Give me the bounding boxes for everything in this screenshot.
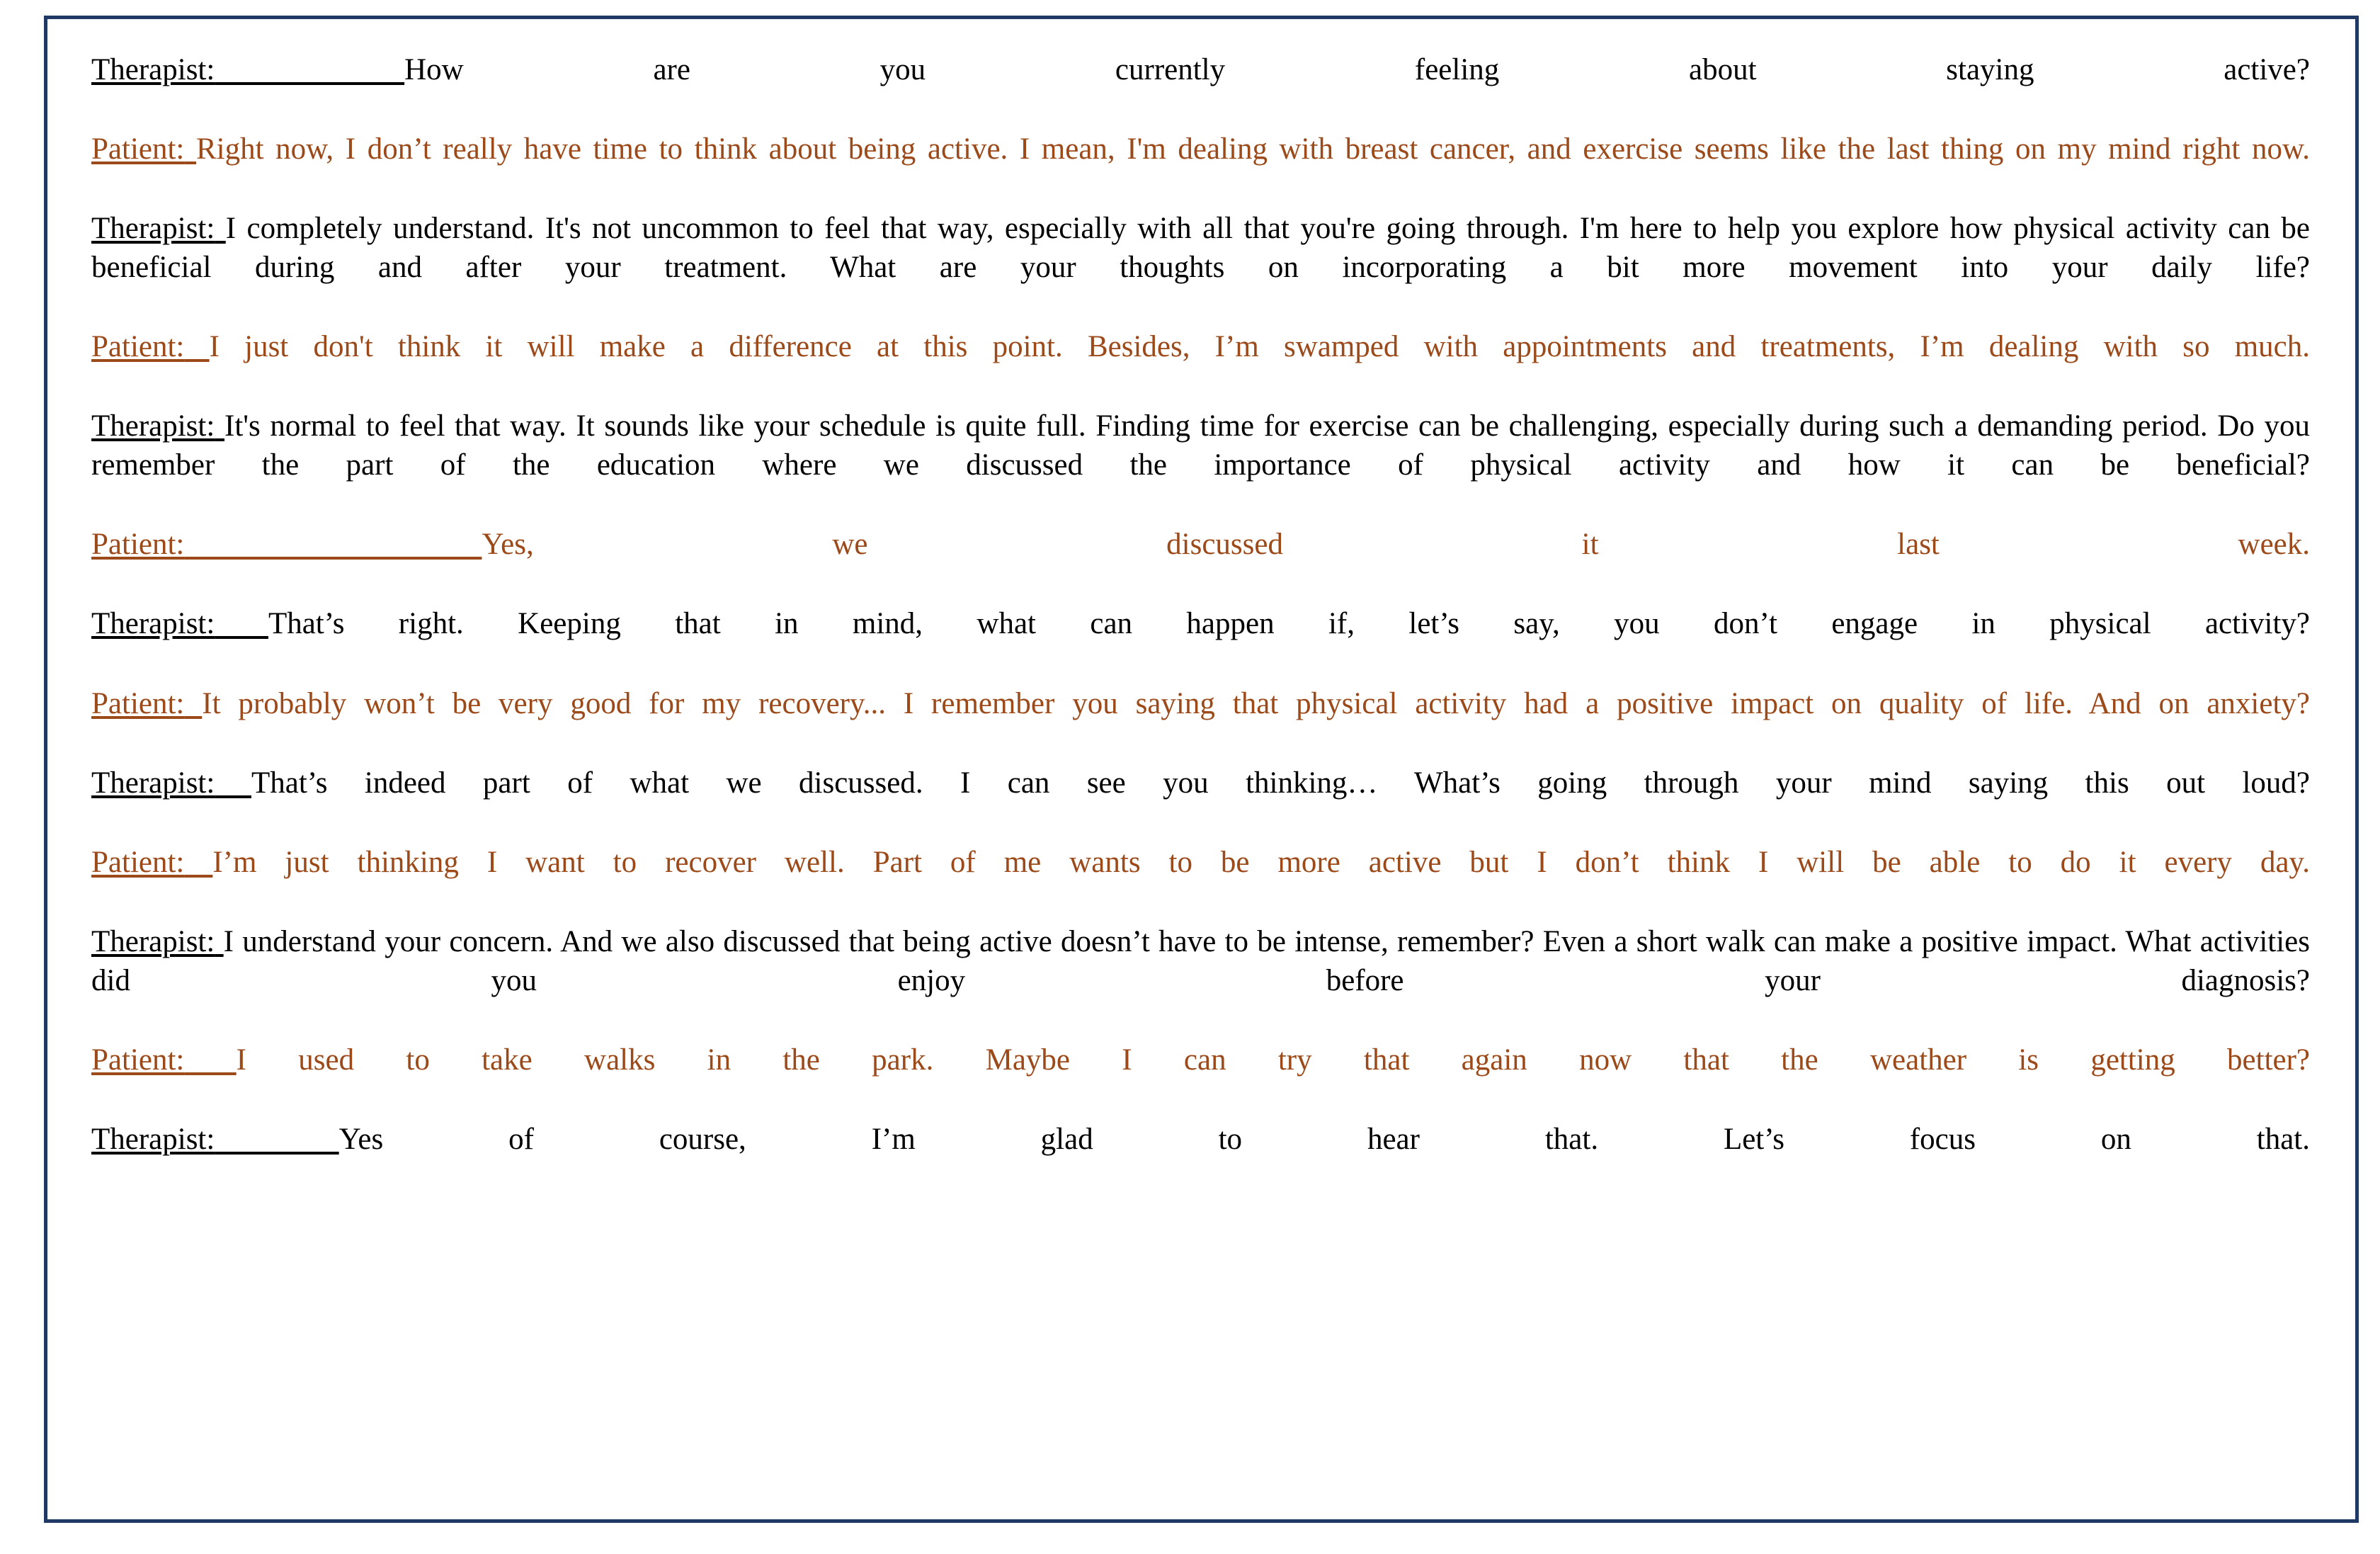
speaker-label: Therapist: (91, 212, 215, 246)
speaker-label: Patient: (91, 686, 185, 720)
dialogue-turn-patient (91, 1040, 2310, 1118)
utterance-text: I just don't think it will make a difference at this point. Besides, I’m swamped with appointments and treatments, I’m dealing with so much. (209, 330, 2310, 364)
dialogue-turn-patient (91, 843, 2310, 921)
speaker-label: Therapist: (91, 53, 215, 86)
dialogue-turn-therapist (91, 209, 2310, 326)
speaker-label: Therapist: (91, 924, 215, 958)
utterance-text: It probably won’t be very good for my recovery... I remember you saying that physical activity had a positive impact on quality of life. And on anxiety? (202, 686, 2310, 720)
utterance-text: That’s right. Keeping that in mind, what can happen if, let’s say, you don’t engage in physical activity? (268, 607, 2311, 641)
dialogue-turn-patient (91, 525, 2310, 603)
utterance-text: How are you currently feeling about staying active? (404, 53, 2310, 86)
dialogue-turn-therapist (91, 1120, 2310, 1198)
dialogue-turn-list (91, 50, 2310, 1198)
utterance-text: Yes of course, I’m glad to hear that. Let’s focus on that. (338, 1122, 2310, 1156)
dialogue-turn-therapist (91, 407, 2310, 523)
dialogue-turn-therapist (91, 764, 2310, 841)
utterance-text: Right now, I don’t really have time to think about being active. I mean, I'm dealing with breast cancer, and exercise seems like the last thing on my mind right now. (195, 132, 2310, 166)
speaker-label: Patient: (91, 528, 185, 562)
speaker-label: Therapist: (91, 409, 215, 443)
dialogue-turn-therapist (91, 604, 2310, 682)
utterance-text: Yes, we discussed it last week. (482, 528, 2310, 562)
speaker-label: Patient: (91, 1043, 185, 1077)
dialogue-turn-patient (91, 130, 2310, 208)
dialogue-turn-therapist (91, 50, 2310, 128)
dialogue-turn-patient (91, 684, 2310, 762)
utterance-text: It's normal to feel that way. It sounds like your schedule is quite full. Finding time for exercise can be challenging, especially during such a demanding period. Do you remember the part of the education where we discussed the importance of physical activity and how it can be beneficial? (91, 409, 2310, 482)
speaker-label: Therapist: (91, 607, 215, 641)
speaker-label: Patient: (91, 330, 185, 364)
speaker-label: Therapist: (91, 1122, 215, 1156)
utterance-text: I’m just thinking I want to recover well. Part of me wants to be more active but I don’t think I will be able to do it every day. (212, 845, 2311, 879)
speaker-label: Patient: (91, 845, 185, 879)
speaker-label: Patient: (91, 132, 185, 166)
dialogue-turn-therapist (91, 922, 2310, 1039)
utterance-text: I completely understand. It's not uncommon to feel that way, especially with all that you're going through. I'm here to help you explore how physical activity can be beneficial during and after your treatment. What are your thoughts on incorporating a bit more movement into your daily life? (91, 212, 2310, 285)
utterance-text: I understand your concern. And we also discussed that being active doesn’t have to be intense, remember? Even a short walk can make a positive impact. What activities did you enjoy before your diagnosis? (91, 924, 2310, 997)
utterance-text: That’s indeed part of what we discussed. I can see you thinking… What’s going through your mind saying this out loud? (251, 766, 2311, 800)
utterance-text: I used to take walks in the park. Maybe I can try that again now that the weather is getting better? (236, 1043, 2310, 1077)
speaker-label: Therapist: (91, 766, 215, 800)
dialogue-turn-patient (91, 327, 2310, 405)
transcript-box (44, 16, 2359, 1523)
